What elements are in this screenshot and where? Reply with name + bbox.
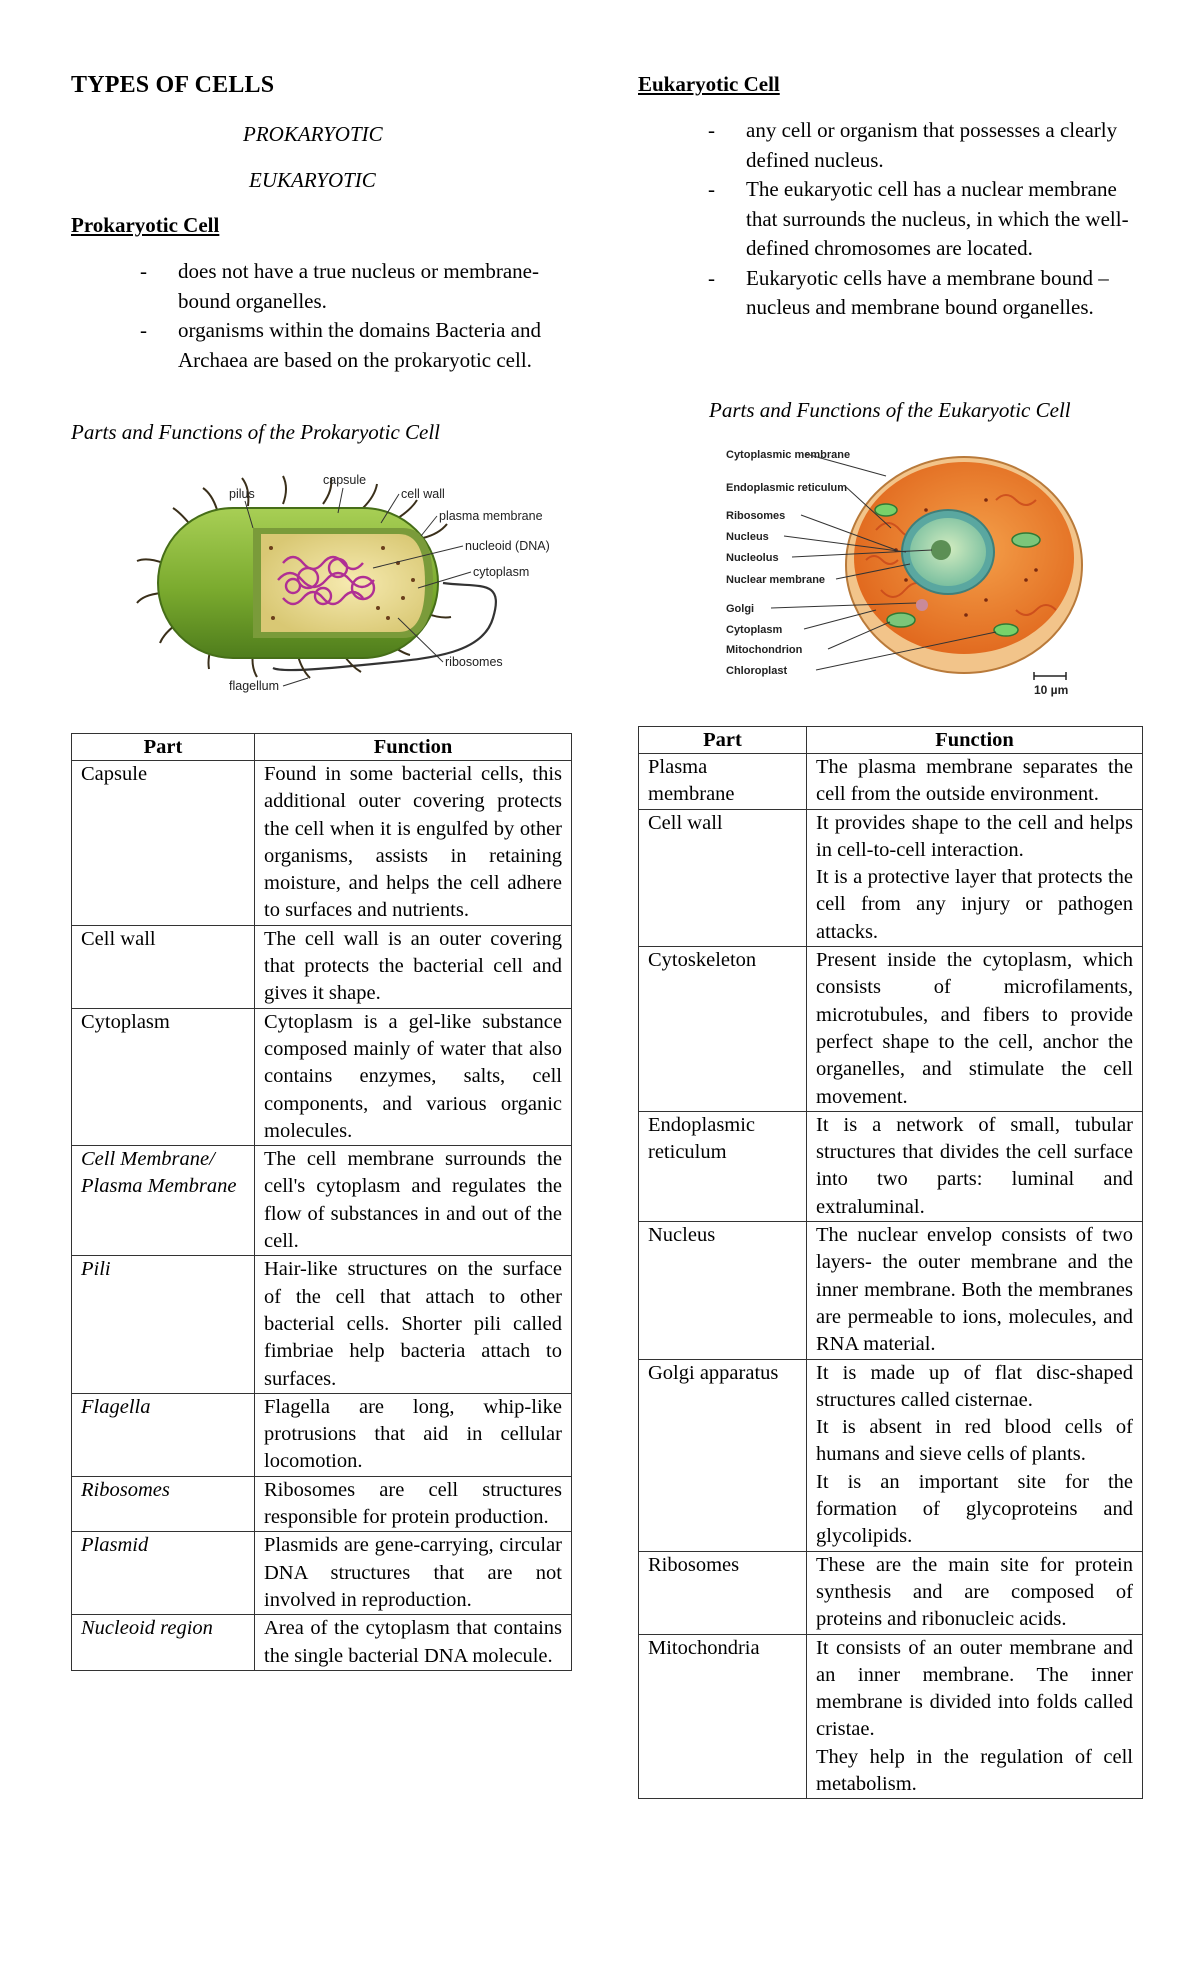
type-prokaryotic: PROKARYOTIC — [243, 122, 383, 146]
function-cell: The cell membrane surrounds the cell's cytoplasm and regulates the flow of substances in and out of the cell. — [255, 1146, 572, 1256]
table-row — [72, 1146, 572, 1256]
eukaryotic-heading: Eukaryotic Cell — [638, 72, 780, 96]
eukaryotic-bullets — [708, 116, 1143, 323]
function-cell: It is made up of flat disc-shaped structures called cisternae. It is absent in red blood cells of humans and sieve cells of plants. It is an important site for the formation of glycoproteins and glycolipids. — [807, 1359, 1143, 1551]
table-row — [72, 1532, 572, 1615]
part-cell: Flagella — [72, 1393, 255, 1476]
function-cell: Ribosomes are cell structures responsible for protein production. — [255, 1476, 572, 1532]
eukaryotic-bullet: - Eukaryotic cells have a membrane bound – nucleus and membrane bound organelles. — [708, 265, 1109, 319]
function-cell: Cytoplasm is a gel-like substance composed mainly of water that also contains enzymes, salts, cell components, and various organic molecules. — [255, 1008, 572, 1145]
label-nuclear-membrane: Nuclear membrane — [726, 574, 826, 586]
prokaryotic-bullets — [140, 257, 570, 375]
prokaryotic-bullet: - organisms within the domains Bacteria and Archaea are based on the prokaryotic cell. — [140, 318, 541, 372]
function-cell: Hair-like structures on the surface of the cell that attach to other bacterial cells. Shorter pili called fimbriae help bacteria attach to surfaces. — [255, 1256, 572, 1393]
label-ribosomes: ribosomes — [445, 655, 503, 669]
label-nucleoid: nucleoid (DNA) — [465, 539, 550, 553]
prokaryotic-table — [71, 733, 572, 1671]
eukaryotic-bullet: - The eukaryotic cell has a nuclear membrane that surrounds the nucleus, in which the well-defined chromosomes are located. — [708, 177, 1129, 260]
function-cell: It provides shape to the cell and helps in cell-to-cell interaction. It is a protective layer that protects the cell from any injury or pathogen attacks. — [807, 809, 1143, 946]
table-row — [72, 1008, 572, 1145]
label-ribosomes: Ribosomes — [726, 510, 786, 522]
label-plasma-membrane: plasma membrane — [439, 509, 543, 523]
function-cell: The cell wall is an outer covering that protects the bacterial cell and gives it shape. — [255, 925, 572, 1008]
part-cell: Cytoskeleton — [639, 947, 807, 1112]
scale-label: 10 µm — [1034, 683, 1069, 697]
header-function: Function — [255, 734, 572, 761]
part-cell: Plasmid — [72, 1532, 255, 1615]
label-pilus: pilus — [229, 487, 255, 501]
table-row — [639, 1359, 1143, 1551]
table-row — [639, 1222, 1143, 1359]
table-row — [72, 925, 572, 1008]
part-cell: Cell wall — [639, 809, 807, 946]
part-cell: Capsule — [72, 761, 255, 926]
table-row — [72, 761, 572, 926]
page-title: TYPES OF CELLS — [71, 72, 275, 98]
label-capsule: capsule — [323, 473, 367, 487]
table-row — [639, 809, 1143, 946]
label-cytoplasm: Cytoplasm — [726, 624, 783, 636]
eukaryotic-cell-figure — [726, 440, 1086, 702]
table-row — [639, 754, 1143, 810]
table-row — [72, 1393, 572, 1476]
header-function: Function — [807, 727, 1143, 754]
prokaryotic-caption: Parts and Functions of the Prokaryotic Cell — [71, 420, 441, 444]
table-header-row — [72, 734, 572, 761]
type-eukaryotic: EUKARYOTIC — [249, 168, 376, 192]
part-cell: Cell wall — [72, 925, 255, 1008]
table-row — [72, 1256, 572, 1393]
label-nucleolus: Nucleolus — [726, 552, 779, 564]
prokaryotic-cell-figure — [133, 468, 550, 706]
function-cell: These are the main site for protein synthesis and are composed of proteins and ribonucleic acids. — [807, 1551, 1143, 1634]
label-cytoplasmic-membrane: Cytoplasmic membrane — [726, 449, 851, 461]
function-cell: It is a network of small, tubular structures that divides the cell surface into two parts: luminal and extraluminal. — [807, 1111, 1143, 1221]
table-row — [72, 1615, 572, 1671]
part-cell: Pili — [72, 1256, 255, 1393]
label-flagellum: flagellum — [229, 679, 280, 693]
function-cell: Plasmids are gene-carrying, circular DNA structures that are not involved in reproduction. — [255, 1532, 572, 1615]
part-cell: Plasma membrane — [639, 754, 807, 810]
part-cell: Nucleus — [639, 1222, 807, 1359]
label-golgi: Golgi — [726, 603, 755, 615]
part-cell: Mitochondria — [639, 1634, 807, 1799]
eukaryotic-table — [638, 726, 1143, 1799]
table-header-row — [639, 727, 1143, 754]
label-endoplasmic-reticulum: Endoplasmic reticulum — [726, 482, 848, 494]
function-cell: Present inside the cytoplasm, which consists of microfilaments, microtubules, and fibers to provide perfect shape to the cell, anchor the organelles, and stimulate the cell movement. — [807, 947, 1143, 1112]
part-cell: Cytoplasm — [72, 1008, 255, 1145]
part-cell: Ribosomes — [639, 1551, 807, 1634]
header-part: Part — [72, 734, 255, 761]
label-cytoplasm: cytoplasm — [473, 565, 530, 579]
part-cell: Nucleoid region — [72, 1615, 255, 1671]
part-cell: Cell Membrane/ Plasma Membrane — [72, 1146, 255, 1256]
table-row — [639, 1634, 1143, 1799]
function-cell: The plasma membrane separates the cell from the outside environment. — [807, 754, 1143, 810]
function-cell: The nuclear envelop consists of two layers- the outer membrane and the inner membrane. Both the membranes are permeable to ions, molecules, and RNA material. — [807, 1222, 1143, 1359]
table-row — [639, 1111, 1143, 1221]
label-mitochondrion: Mitochondrion — [726, 644, 803, 656]
prokaryotic-heading: Prokaryotic Cell — [71, 213, 220, 237]
eukaryotic-bullet: - any cell or organism that possesses a clearly defined nucleus. — [708, 118, 1118, 172]
header-part: Part — [639, 727, 807, 754]
function-cell: Area of the cytoplasm that contains the single bacterial DNA molecule. — [255, 1615, 572, 1671]
table-row — [639, 1551, 1143, 1634]
prokaryotic-bullet: - does not have a true nucleus or membrane-bound organelles. — [140, 259, 539, 313]
part-cell: Golgi apparatus — [639, 1359, 807, 1551]
label-nucleus: Nucleus — [726, 531, 769, 543]
label-cell-wall: cell wall — [401, 487, 445, 501]
function-cell: Found in some bacterial cells, this additional outer covering protects the cell when it is engulfed by other organisms, assists in retaining moisture, and helps the cell adhere to surfaces and nutrients. — [255, 761, 572, 926]
part-cell: Ribosomes — [72, 1476, 255, 1532]
function-cell: Flagella are long, whip-like protrusions that aid in cellular locomotion. — [255, 1393, 572, 1476]
table-row — [72, 1476, 572, 1532]
table-row — [639, 947, 1143, 1112]
part-cell: Endoplasmic reticulum — [639, 1111, 807, 1221]
label-chloroplast: Chloroplast — [726, 665, 788, 677]
eukaryotic-caption: Parts and Functions of the Eukaryotic Cell — [709, 398, 1071, 422]
function-cell: It consists of an outer membrane and an inner membrane. The inner membrane is divided into folds called cristae. They help in the regulation of cell metabolism. — [807, 1634, 1143, 1799]
